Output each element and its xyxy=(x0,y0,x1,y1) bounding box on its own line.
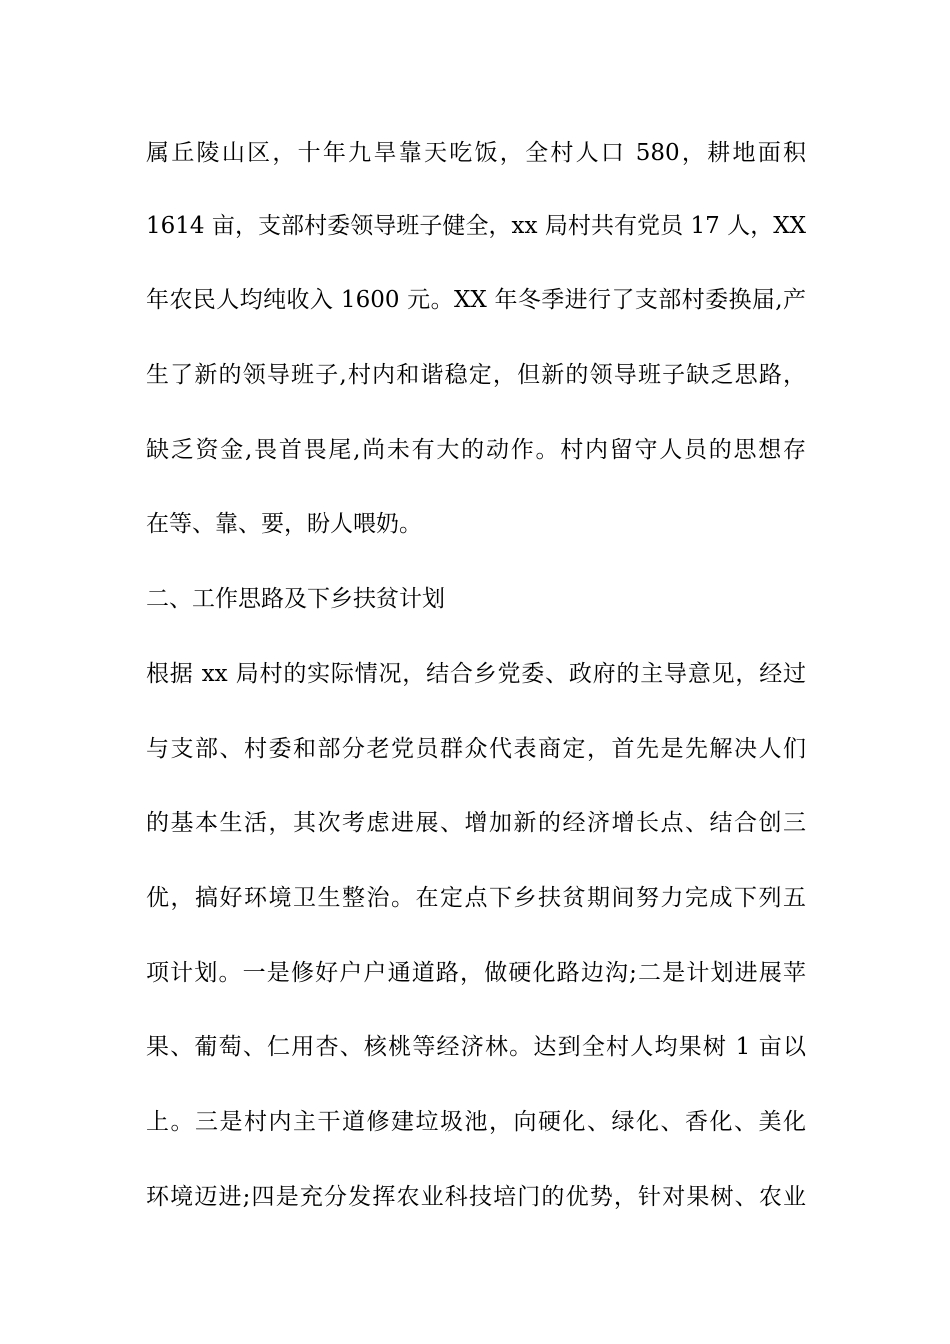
text-line: 缺乏资金,畏首畏尾,尚未有大的动作。村内留守人员的思想存 xyxy=(146,437,806,463)
text-line: 属丘陵山区，十年九旱靠天吃饭，全村人口 580，耕地面积 xyxy=(146,140,806,166)
text-line: 果、葡萄、仁用杏、核桃等经济林。达到全村人均果树 1 亩以 xyxy=(146,1034,806,1060)
text-line: 在等、靠、要，盼人喂奶。 xyxy=(146,511,422,537)
text-line: 项计划。一是修好户户通道路，做硬化路边沟;二是计划进展苹 xyxy=(146,960,806,986)
text-line: 1614 亩，支部村委领导班子健全，xx 局村共有党员 17 人，XX xyxy=(146,213,806,239)
text-line: 的基本生活，其次考虑进展、增加新的经济增长点、结合创三 xyxy=(146,810,806,836)
text-line: 优，搞好环境卫生整治。在定点下乡扶贫期间努力完成下列五 xyxy=(146,885,806,911)
text-line: 生了新的领导班子,村内和谐稳定，但新的领导班子缺乏思路， xyxy=(146,362,806,388)
text-line: 年农民人均纯收入 1600 元。XX 年冬季进行了支部村委换届,产 xyxy=(146,287,806,313)
text-line: 环境迈进;四是充分发挥农业科技培门的优势，针对果树、农业 xyxy=(146,1184,806,1210)
section-heading: 二、工作思路及下乡扶贫计划 xyxy=(146,586,445,612)
text-line: 与支部、村委和部分老党员群众代表商定，首先是先解决人们 xyxy=(146,736,806,762)
text-line: 上。三是村内主干道修建垃圾池，向硬化、绿化、香化、美化 xyxy=(146,1109,806,1135)
text-line: 根据 xx 局村的实际情况，结合乡党委、政府的主导意见，经过 xyxy=(146,661,806,687)
